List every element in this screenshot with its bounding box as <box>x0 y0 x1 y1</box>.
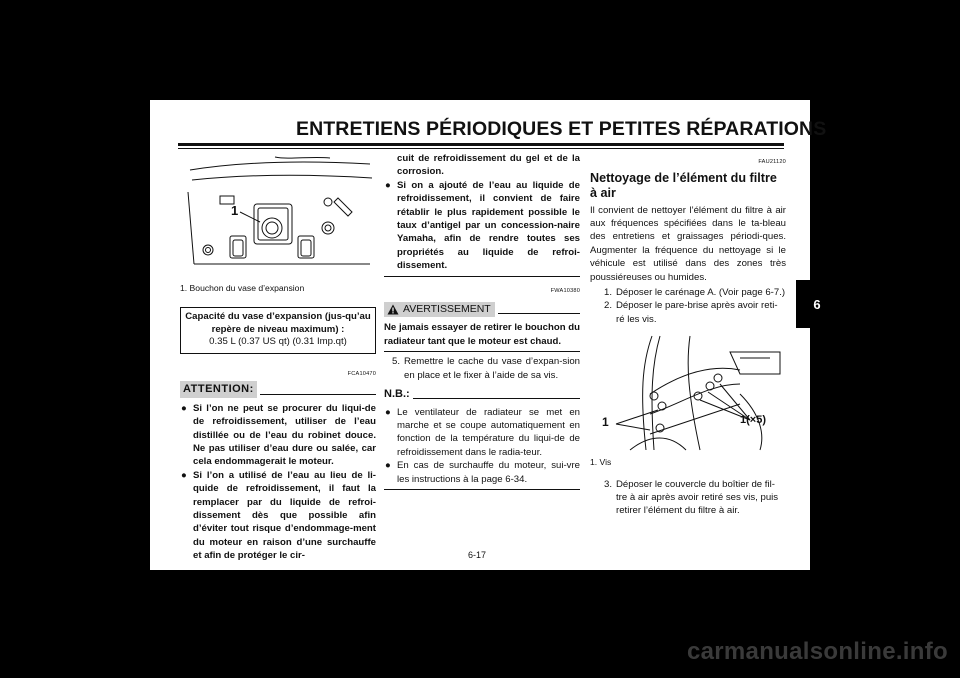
figure-callout-left: 1 <box>602 415 609 430</box>
figure-caption: 1. Vis <box>590 457 612 468</box>
list-item-text: Si l’on ne peut se procurer du liqui-de de refroidissement, utiliser de l’eau distillée ou de l’eau du robinet douce. Ne pas utiliser d’eau dure ou salée, car cela endommagerait le moteur. <box>193 402 376 468</box>
section-end-rule <box>384 351 580 352</box>
reference-code: FAU21120 <box>758 159 786 165</box>
list-item <box>384 406 580 460</box>
list-item-text: Si l’on a utilisé de l’eau au lieu de li-quide de refroidissement, il faut la remplacer par du liquide de refroi-dissement dès que possible afin d’éviter tout risque d’endommage-ment du moteur en raison d’une surchauffe et afin de protéger le cir- <box>193 469 376 562</box>
note-list <box>384 406 580 486</box>
watermark: carmanualsonline.info <box>686 638 948 665</box>
list-item <box>180 402 376 469</box>
warning-triangle-icon <box>387 304 399 315</box>
list-item-text: En cas de surchauffe du moteur, sui-vre les instructions à la page 6-34. <box>397 460 580 485</box>
coolant-reservoir-illustration <box>180 152 376 270</box>
page-number: 6-17 <box>468 550 487 560</box>
header-rule <box>178 143 784 146</box>
chapter-tab: 6 <box>796 280 838 328</box>
attention-header <box>180 381 376 397</box>
warning-label: AVERTISSEMENT <box>403 303 491 316</box>
warning-badge <box>384 302 495 317</box>
note-label: N.B.: <box>384 388 410 401</box>
column-1 <box>180 152 376 563</box>
note-rule <box>413 398 580 399</box>
section-end-rule <box>384 276 580 277</box>
page-header-title: ENTRETIENS PÉRIODIQUES ET PETITES RÉPARATIONS <box>296 118 827 140</box>
bullet-icon: ● <box>181 469 187 481</box>
step-number: 1. <box>603 287 612 299</box>
attention-list <box>180 402 376 563</box>
step-list <box>590 286 786 326</box>
figure-callout-right: 1(×5) <box>740 414 766 427</box>
step-text: Déposer le couvercle du boîtier de fil-tre à air après avoir retiré ses vis, puis retirer l’élément du filtre à air. <box>616 478 779 517</box>
note-header <box>384 388 580 401</box>
bullet-icon: ● <box>385 406 391 418</box>
bullet-icon: ● <box>181 402 187 414</box>
continued-text: cuit de refroidissement du gel et de la corrosion. <box>397 153 580 178</box>
bullet-icon: ● <box>385 179 391 191</box>
warning-rule <box>498 313 580 314</box>
attention-label: ATTENTION: <box>180 381 257 397</box>
step-number: 2. <box>603 300 612 312</box>
column-2 <box>384 152 580 490</box>
list-item-text: Si on a ajouté de l’eau au liquide de refroidissement, il convient de faire rétablir le plus rapidement possible le taux d’antigel par un concession-naire Yamaha, afin de rendre toutes ses propriétés au liquide de refroi-dissement. <box>397 179 580 272</box>
step-number: 5. <box>391 356 400 368</box>
list-item <box>384 459 580 486</box>
step-item <box>590 299 786 326</box>
step-list <box>590 478 786 518</box>
figure-callout: 1 <box>231 203 239 218</box>
coolant-reservoir-figure <box>180 152 376 270</box>
capacity-spec-box <box>180 307 376 354</box>
column-3 <box>590 152 786 518</box>
reference-code: FWA10380 <box>550 287 580 294</box>
header-rule-thin <box>178 148 784 149</box>
attention-list-continued <box>384 179 580 273</box>
list-item <box>384 179 580 273</box>
section-end-rule <box>384 489 580 490</box>
capacity-spec-label: Capacité du vase d’expansion (jus-qu’au repère de niveau maximum) : <box>185 311 371 335</box>
figure-caption: 1. Bouchon du vase d’expansion <box>180 283 305 293</box>
capacity-spec-value: 0.35 L (0.37 US qt) (0.31 Imp.qt) <box>209 336 347 348</box>
warning-text: Ne jamais essayer de retirer le bouchon du radiateur tant que le moteur est chaud. <box>384 322 580 347</box>
step-item <box>590 478 786 518</box>
attention-rule <box>260 393 376 395</box>
step-text: Déposer le pare-brise après avoir reti-ré les vis. <box>616 300 778 325</box>
windshield-figure <box>590 334 786 452</box>
bullet-icon: ● <box>385 460 391 472</box>
reference-code: FCA10470 <box>347 370 376 377</box>
windshield-illustration <box>590 334 786 452</box>
step-item <box>590 286 786 299</box>
warning-header <box>384 302 580 317</box>
step-number: 3. <box>603 478 612 490</box>
step-text: Remettre le cache du vase d’expan-sion en place et le fixer à l’aide de sa vis. <box>404 356 580 381</box>
list-item <box>180 469 376 563</box>
step-text: Déposer le carénage A. (Voir page 6-7.) <box>616 287 786 299</box>
section-title: Nettoyage de l’élément du filtre à air <box>590 171 777 200</box>
step-item <box>384 355 580 382</box>
list-item-text: Le ventilateur de radiateur se met en marche et se coupe automatiquement en fonction de la température du liqui-de de refroidissement dans le radia-teur. <box>397 406 580 458</box>
step-list <box>384 355 580 382</box>
intro-paragraph: Il convient de nettoyer l’élément du filtre à air aux fréquences spécifiées dans le ta-bleau des entretiens et graissages périodi-ques. Augmenter la fréquence du nettoyage si le véhicule est utilisé dans des zones très poussiéreuses ou humides. <box>590 204 786 283</box>
